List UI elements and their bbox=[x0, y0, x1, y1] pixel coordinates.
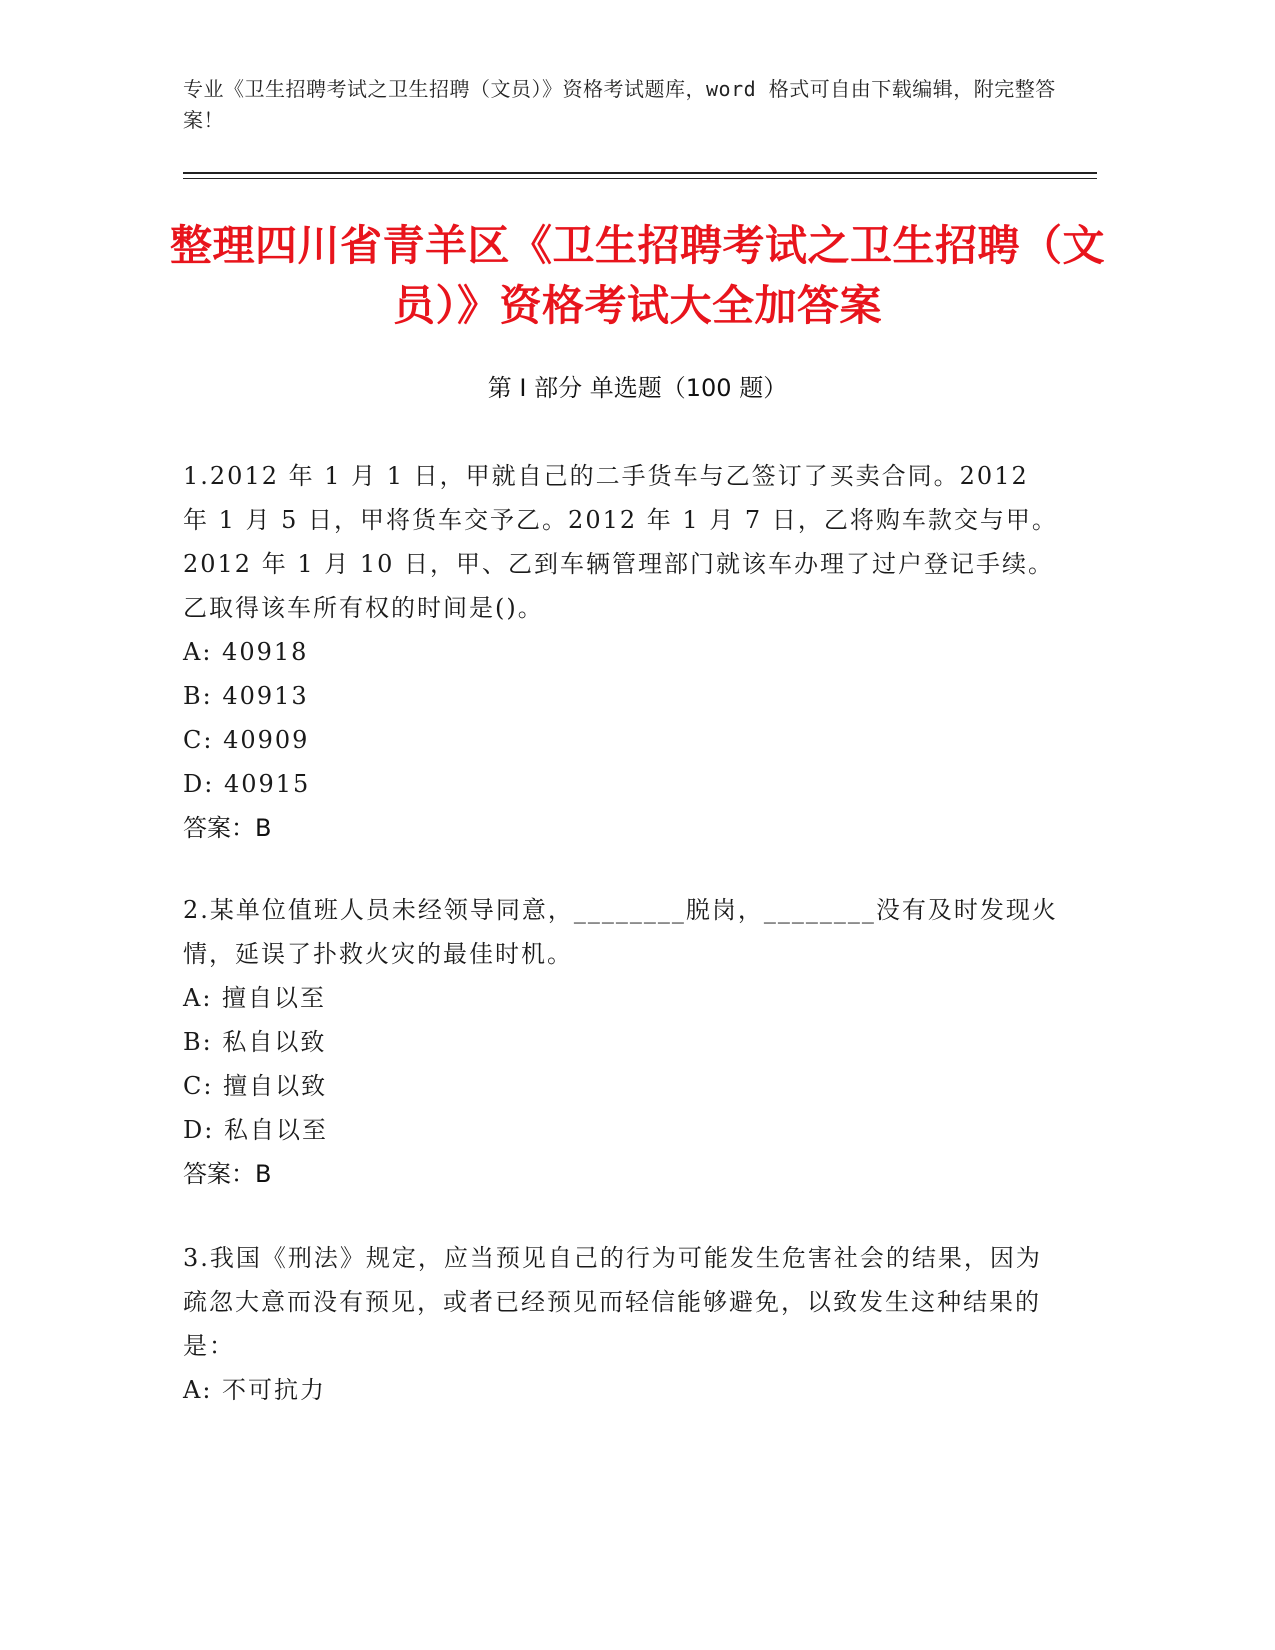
question-stem: 1.2012 年 1 月 1 日，甲就自己的二手货车与乙签订了买卖合同。2012 年 1 月 5 日，甲将货车交予乙。2012 年 1 月 7 日，乙将购车款交与甲。2012 年 1 月 10 日，甲、乙到车辆管理部门就该车办理了过户登记手续。乙取得该车所有权的时间是()。 bbox=[183, 462, 1058, 622]
section-title: 第 I 部分 单选题（100 题） bbox=[487, 374, 788, 402]
option-b: B: 40913 bbox=[183, 682, 309, 710]
answer-line: 答案：B bbox=[183, 814, 272, 842]
option-d: D: 40915 bbox=[183, 770, 311, 798]
question-stem: 2.某单位值班人员未经领导同意，________脱岗，________没有及时发现火情，延误了扑救火灾的最佳时机。 bbox=[183, 896, 1058, 968]
header-note: 专业《卫生招聘考试之卫生招聘（文员）》资格考试题库，word 格式可自由下载编辑，附完整答案！ bbox=[183, 77, 1056, 132]
question-stem: 3.我国《刑法》规定，应当预见自己的行为可能发生危害社会的结果，因为疏忽大意而没有预见，或者已经预见而轻信能够避免，以致发生这种结果的是： bbox=[183, 1244, 1042, 1360]
option-a: A: 40918 bbox=[183, 638, 309, 666]
option-b: B: 私自以致 bbox=[183, 1028, 327, 1056]
option-a: A: 擅自以至 bbox=[183, 984, 327, 1012]
answer-line: 答案：B bbox=[183, 1160, 272, 1188]
question-3 bbox=[183, 1236, 1063, 1412]
header-divider-thin bbox=[183, 178, 1097, 179]
option-c: C: 40909 bbox=[183, 726, 310, 754]
document-title: 整理四川省青羊区《卫生招聘考试之卫生招聘（文员）》资格考试大全加答案 bbox=[169, 221, 1105, 330]
option-c: C: 擅自以致 bbox=[183, 1072, 328, 1100]
option-a: A: 不可抗力 bbox=[183, 1376, 327, 1404]
option-d: D: 私自以至 bbox=[183, 1116, 328, 1144]
question-2 bbox=[183, 888, 1063, 1196]
question-1 bbox=[183, 454, 1063, 850]
header-divider-thick bbox=[183, 172, 1097, 174]
